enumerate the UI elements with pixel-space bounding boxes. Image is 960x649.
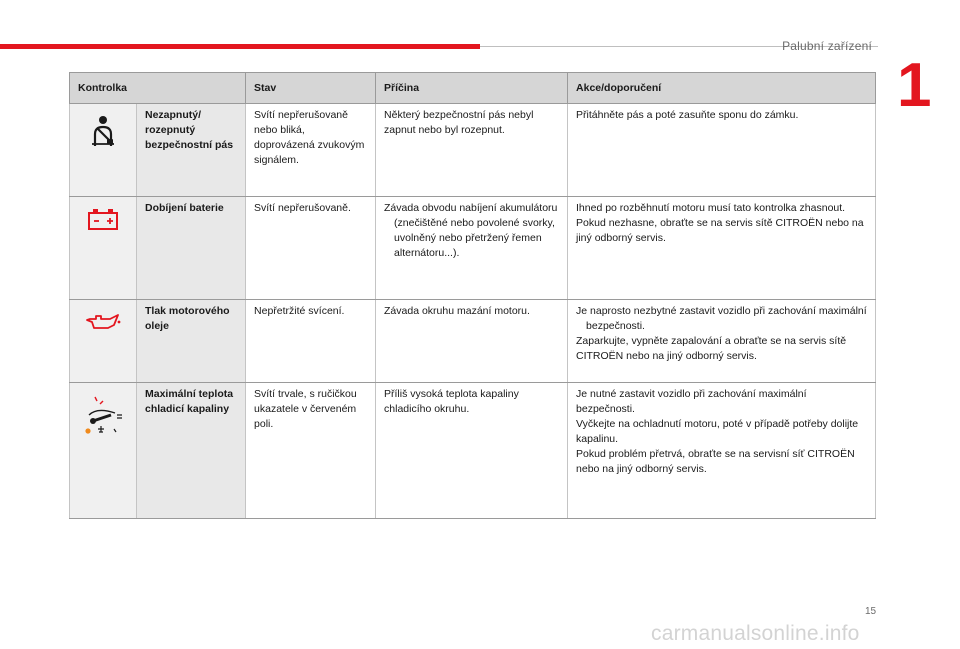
icon-cell (70, 197, 137, 300)
warning-cause: Závada okruhu mazání motoru. (376, 300, 568, 383)
warning-action (568, 383, 876, 519)
chapter-number: 1 (897, 51, 932, 120)
warning-cause (376, 197, 568, 300)
column-header-kontrolka: Kontrolka (70, 73, 246, 104)
watermark: carmanualsonline.info (651, 622, 860, 645)
warning-state: Svítí nepřerušovaně nebo bliká, doprovázená zvukovým signálem. (246, 104, 376, 197)
warning-state: Svítí trvale, s ručičkou ukazatele v červeném poli. (246, 383, 376, 519)
warning-action (568, 300, 876, 383)
warning-action (568, 104, 876, 197)
warning-name: Maximální teplota chladicí kapaliny (137, 383, 246, 519)
warning-state: Svítí nepřerušovaně. (246, 197, 376, 300)
action-line: Přitáhněte pás a poté zasuňte sponu do zámku. (576, 109, 799, 121)
action-line: Vyčkejte na ochladnutí motoru, poté v případě potřeby dolijte kapalinu. (576, 418, 859, 445)
action-line: Pokud problém přetrvá, obraťte se na servisní síť CITROËN nebo na jiný odborný servis. (576, 448, 855, 475)
header-accent-bar (0, 44, 480, 49)
table-row (70, 104, 876, 197)
warning-state: Nepřetržité svícení. (246, 300, 376, 383)
column-header-stav: Stav (246, 73, 376, 104)
warning-action (568, 197, 876, 300)
table-row (70, 383, 876, 519)
action-line: Je naprosto nezbytné zastavit vozidlo při zachování maximální bezpečnosti. (576, 305, 867, 332)
action-line: Zaparkujte, vypněte zapalování a obraťte se na servis sítě CITROËN nebo na jiný odborný servis. (576, 335, 847, 362)
table-header-row (70, 73, 876, 104)
cause-text: Závada obvodu nabíjení akumulátoru (znečištěné nebo povolené svorky, uvolněný nebo přetržený řemen alternátoru...). (384, 202, 558, 259)
table-row (70, 197, 876, 300)
action-line: Pokud nezhasne, obraťte se na servis sítě CITROËN nebo na jiný odborný servis. (576, 217, 864, 244)
warning-name: Dobíjení baterie (137, 197, 246, 300)
oil-can-icon (84, 323, 122, 335)
column-header-pricina: Příčina (376, 73, 568, 104)
battery-icon (86, 222, 120, 234)
action-line: Ihned po rozběhnutí motoru musí tato kontrolka zhasnout. (576, 202, 846, 214)
chapter-title: Palubní zařízení (782, 39, 872, 53)
warning-name: Tlak motorového oleje (137, 300, 246, 383)
warning-lights-table (69, 72, 876, 519)
page-number: 15 (865, 606, 877, 617)
table-row (70, 300, 876, 383)
icon-cell (70, 383, 137, 519)
icon-cell (70, 104, 137, 197)
warning-cause: Některý bezpečnostní pás nebyl zapnut nebo byl rozepnut. (376, 104, 568, 197)
warning-name: Nezapnutý/ rozepnutý bezpečnostní pás (137, 104, 246, 197)
seatbelt-icon (86, 139, 120, 151)
warning-cause: Příliš vysoká teplota kapaliny chladicího okruhu. (376, 383, 568, 519)
coolant-temperature-icon (81, 428, 125, 440)
action-line: Je nutné zastavit vozidlo při zachování maximální bezpečnosti. (576, 388, 807, 415)
column-header-akce: Akce/doporučení (568, 73, 876, 104)
icon-cell (70, 300, 137, 383)
